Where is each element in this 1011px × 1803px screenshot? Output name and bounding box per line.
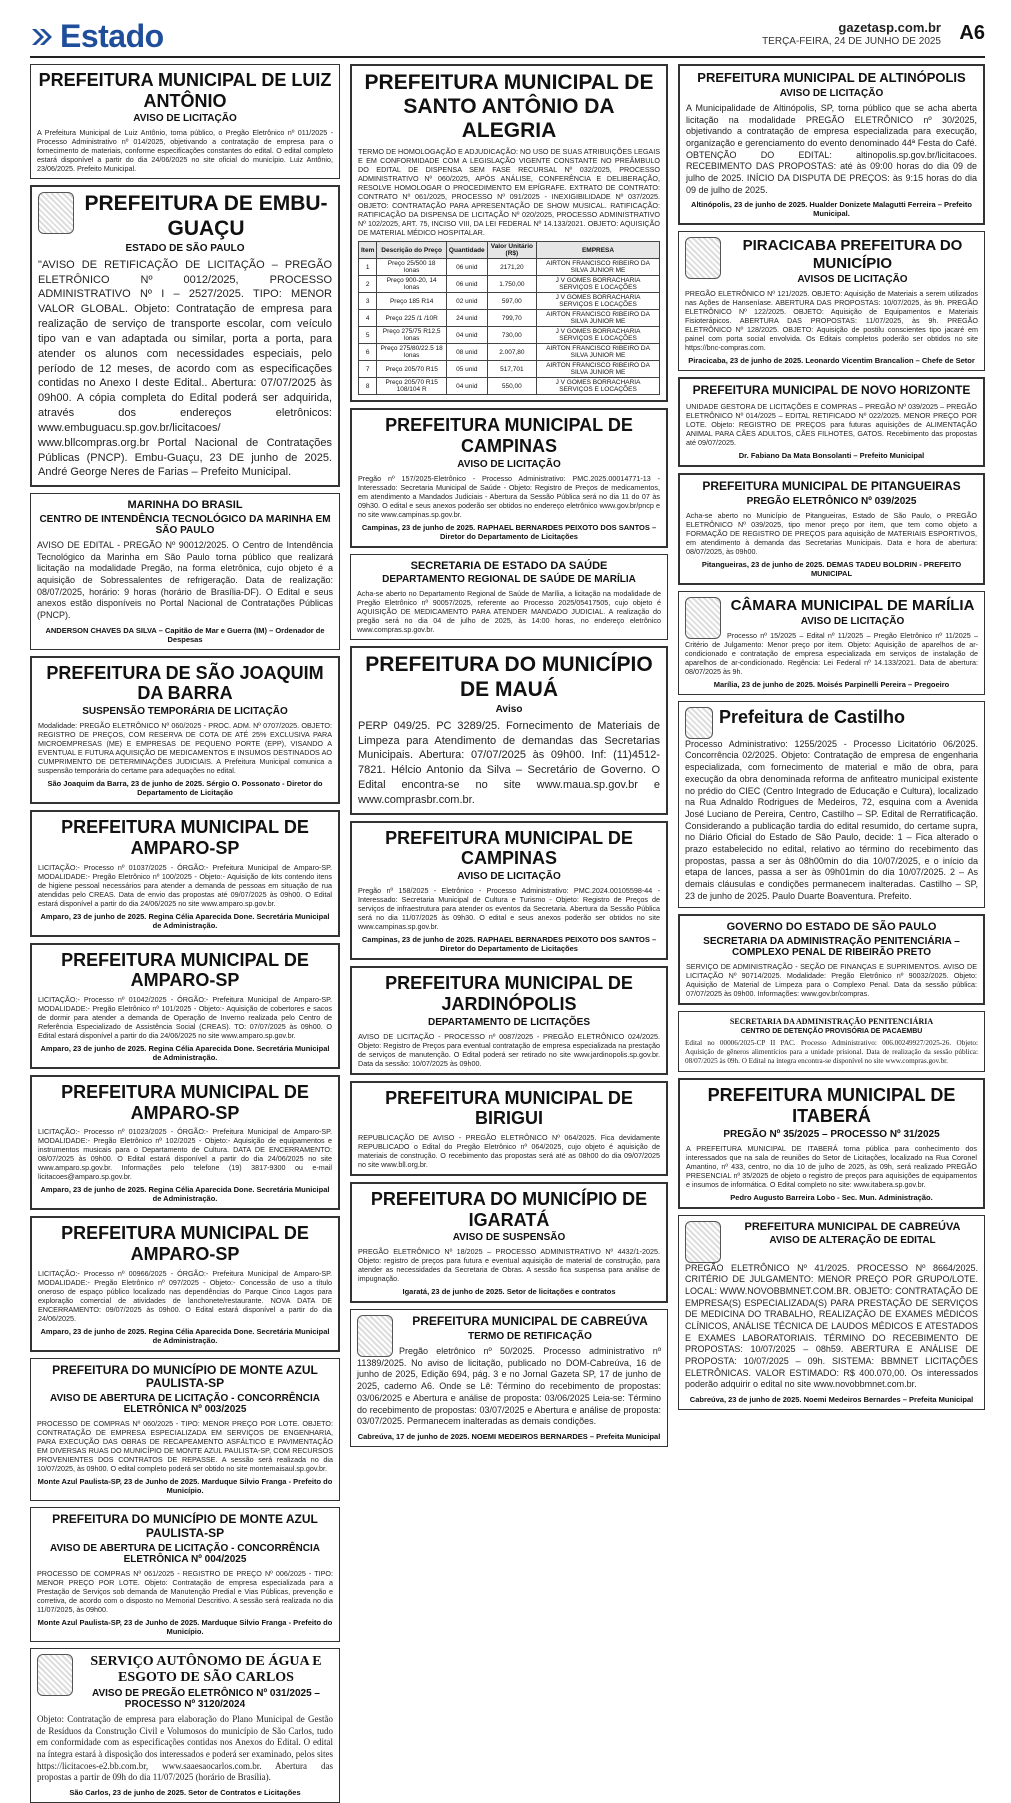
notice-signature: Amparo, 23 de junho de 2025. Regina Célia Aparecida Done. Secretária Municipal de Administração. <box>40 1043 330 1062</box>
table-cell: 2.007,80 <box>487 344 536 361</box>
notice-subtitle: AVISO DE ALTERAÇÃO DE EDITAL <box>769 1235 936 1247</box>
site-info <box>762 20 941 47</box>
notice-body: TERMO DE HOMOLOGAÇÃO E ADJUDICAÇÃO: NO USO DE SUAS ATRIBUIÇÕES LEGAIS E EM CONFORMIDADE COM A LEGISLAÇÃO VIGENTE CONSTANTE NO PREÂMBULO DO EDITAL DE DISPENSA SEM FASE RECURSAL Nº 032/2025, PROCESSO ADMINISTRATIVO Nº 060/2025, APÓS ANÁLISE, CONFERÊNCIA E DELIBERAÇÃO, RESOLVE HOMOLOGAR O PROCEDIMENTO EM EPÍGRAFE. EXTRATO DE CONTRATO: CONTRATO Nº 061/2025, PROCESSO Nº 091/2025 - INEXIGIBILIDADE Nº 037/2025. OBJETO: CONTRATAÇÃO PARA APRESENTAÇÃO DE SHOW MUSICAL. RATIFICAÇÃO: RATIFICAÇÃO DA DISPENSA DE LICITAÇÃO Nº 020/2025, PROCESSO ADMINISTRATIVO Nº 102/2025, ART. 75, INCISO VIII, DA LEI FEDERAL Nº 14.133/2021. OBJETO: AQUISIÇÃO DE MATERIAL MÉDICO HOSPITALAR. <box>358 147 660 238</box>
table-cell: 06 unid <box>446 259 487 276</box>
notice-body: SERVIÇO DE ADMINISTRAÇÃO - SEÇÃO DE FINANÇAS E SUPRIMENTOS. AVISO DE LICITAÇÃO Nº 90714/2025. Modalidade: Pregão Eletrônico nº 90032/2025. Objeto: Aquisição de Material de Limpeza para o Complexo Penal. Data da sessão pública: 07/07/2025 às 09h00. Informações: www.gov.br/compras. <box>686 962 977 999</box>
column-3 <box>678 64 985 1776</box>
coat-of-arms-icon <box>685 1221 721 1263</box>
notice-title: PREFEITURA MUNICIPAL DE AMPARO-SP <box>61 1081 309 1123</box>
table-cell: 1 <box>359 259 377 276</box>
notice-body: PROCESSO DE COMPRAS Nº 060/2025 - TIPO: MENOR PREÇO POR LOTE. OBJETO: CONTRATAÇÃO DE EMPRESA ESPECIALIZADA EM SERVIÇOS DE ENGENHARIA, PARA EXECUÇÃO DAS OBRAS DE RECAPEAMENTO ASFÁLTICO E PAVIMENTAÇÃO EM DIVERSAS RUAS DO MUNICÍPIO DE MONTE AZUL PAULISTA-SP, COM RECURSOS PROVENIENTES DOS CONTRATOS DE REPASSE. A sessão será realizada no dia 10/07/2025, às 09h00. O edital completo poderá ser obtido no site montemaisaul.sp.gov.br. <box>37 1419 333 1474</box>
table-row <box>359 310 660 327</box>
table-cell: 06 unid <box>446 276 487 293</box>
notice-jardinopolis <box>350 966 668 1074</box>
notice-amparo-3 <box>30 1075 340 1210</box>
notice-itabera <box>678 1078 985 1208</box>
table-cell: 2 <box>359 276 377 293</box>
notice-title: PREFEITURA MUNICIPAL DE CAMPINAS <box>385 827 633 869</box>
notice-body: Processo nº 15/2025 – Edital nº 11/2025 – Pregão Eletrônico nº 11/2025 – Critério de Julgamento: Menor preço por item. Objeto: Aquisição de aparelhos de ar-condicionado e contratação de empresa especializada em serviços de instalação de aparelhos de ar-condicionado. Regência: Lei Federal nº 14.133/2021. Data de abertura: 08/07/2025 às 9h. <box>685 630 978 676</box>
notice-title: PREFEITURA MUNICIPAL DE AMPARO-SP <box>61 817 309 858</box>
notice-body: A PREFEITURA MUNICIPAL DE ITABERÁ torna pública para conhecimento dos interessados que na sala de reuniões do Setor de Licitações, localizado na Rua Coronel Amantino, nº 433, centro, no dia 10 de julho de 2025, às 09h, será realizado PREGÃO PRESENCIAL nº 35/2025 de objeto o registro de preços para aquisições de equipamentos e insumos de informática. O Edital completo no site: www.itabera.sp.gov.br. <box>686 1143 977 1189</box>
notice-signature: Monte Azul Paulista-SP, 23 de Junho de 2025. Marduque Silvio Franga - Prefeito do Município. <box>37 1477 333 1496</box>
notice-body: PREGÃO ELETRÔNICO Nº 18/2025 – PROCESSO ADMINISTRATIVO Nº 4432/1-2025. Objeto: registro de preços para futura e eventual aquisição de material de construção, para atender as necessidades da Secretaria de Obras. A sessão fica suspensa para análise de impugnação. <box>358 1247 660 1284</box>
notice-piracicaba <box>678 231 985 371</box>
notice-signature: Piracicaba, 23 de junho de 2025. Leonardo Vicentim Brancalion – Chefe de Setor <box>688 355 975 365</box>
notice-signature: Campinas, 23 de junho de 2025. RAPHAEL BERNARDES PEIXOTO DOS SANTOS – Diretor do Departamento de Licitações <box>361 522 657 541</box>
notice-body: AVISO DE LICITAÇÃO - PROCESSO nº 0087/2025 - PREGÃO ELETRÔNICO 024/2025. Objeto: Registro de Preços para eventual contratação de empresa especializada na prestação de serviços de manutenção. O Edital poderá ser retirado no site www.jardinopolis.sp.gov.br. Data da sessão: 10/07/2025 às 09h00. <box>358 1031 660 1068</box>
notice-subtitle: Aviso <box>495 703 523 715</box>
notice-title: CÂMARA MUNICIPAL DE MARÍLIA <box>730 596 975 614</box>
table-cell: Preço 25/500 18 lonas <box>377 259 447 276</box>
notice-amparo-1 <box>30 810 340 936</box>
notice-cabreuva-1 <box>350 1309 668 1447</box>
notice-title: PREFEITURA MUNICIPAL DE LUIZ ANTÔNIO <box>38 70 332 111</box>
notice-embu-guacu <box>30 185 340 487</box>
notice-camara-marilia <box>678 591 985 695</box>
table-cell: Preço 900-20, 14 lonas <box>377 276 447 293</box>
notice-saude-marilia <box>350 554 668 641</box>
notice-subtitle: TERMO DE RETIFICAÇÃO <box>468 1331 592 1343</box>
table-cell: J V GOMES BORRACHARIA SERVIÇOS E LOCAÇÕES <box>537 276 660 293</box>
notice-pitangueiras <box>678 473 985 585</box>
coat-of-arms-icon <box>357 1315 393 1357</box>
notice-signature: Cabreúva, 23 de junho de 2025. Noemi Medeiros Bernardes – Prefeita Municipal <box>689 1395 974 1405</box>
notice-title: PIRACICABA PREFEITURA DO MUNICÍPIO <box>742 237 963 272</box>
notice-title: PREFEITURA DO MUNICÍPIO DE MONTE AZUL PAULISTA-SP <box>52 1512 318 1541</box>
notice-title: PREFEITURA DO MUNICÍPIO DE MAUÁ <box>365 653 653 701</box>
notice-sap-pacaembu <box>678 1011 985 1072</box>
table-row <box>359 361 660 378</box>
notice-signature: Campinas, 23 de junho de 2025. RAPHAEL BERNARDES PEIXOTO DOS SANTOS – Diretor do Departamento de Licitações <box>361 935 657 954</box>
table-cell: Preço 225 /1 /10R <box>377 310 447 327</box>
table-row <box>359 293 660 310</box>
notice-body: UNIDADE GESTORA DE LICITAÇÕES E COMPRAS – PREGÃO Nº 039/2025 – PREGÃO ELETRÔNICO Nº 014/2025 – EDITAL RETIFICADO Nº 022/2025. MENOR PREÇO POR LOTE. Objeto: REGISTRO DE PREÇOS para futuras aquisições de ALIMENTAÇÃO ANIMAL PARA CÃES ADULTOS, CÃES FILHOTES, GATOS. Recebimento das propostas até 09/07/2025. <box>686 401 977 447</box>
notice-subtitle: AVISO DE ABERTURA DE LICITAÇÃO - CONCORRÊNCIA ELETRÔNICA Nº 003/2025 <box>50 1393 320 1416</box>
table-cell: 05 unid <box>446 361 487 378</box>
table-row <box>359 327 660 344</box>
notice-subtitle: CENTRO DE INTENDÊNCIA TECNOLÓGICO DA MARINHA EM SÃO PAULO <box>39 513 331 536</box>
notice-body: LICITAÇÃO:- Processo nº 00966/2025 - ÓRGÃO:- Prefeitura Municipal de Amparo-SP. MODALIDADE:- Pregão Eletrônico nº 097/2025 - Objeto:- Concessão de uso a título oneroso de espaço público localizado nas dependências do Parque Cinco Lagos para exploração comercial de atividades de lanchonete/restaurante. NOVA DATA DE ENCERRAMENTO: 09/07/2025 às 09h00. O Edital estará disponível a partir do dia 24/06/2025. <box>38 1268 332 1323</box>
notice-santo-antonio <box>350 64 668 402</box>
table-cell: 1.750,00 <box>487 276 536 293</box>
table-row <box>359 259 660 276</box>
table-header-cell: EMPRESA <box>537 242 660 259</box>
table-cell: 799,70 <box>487 310 536 327</box>
notice-title: PREFEITURA MUNICIPAL DE PITANGUEIRAS <box>702 478 961 493</box>
notice-signature: São Joaquim da Barra, 23 de junho de 2025. Sérgio O. Possonato - Diretor do Departamento de Licitação <box>47 779 323 798</box>
notice-title: PREFEITURA MUNICIPAL DE ALTINÓPOLIS <box>697 70 966 85</box>
table-cell: 7 <box>359 361 377 378</box>
notice-subtitle: SUSPENSÃO TEMPORÁRIA DE LICITAÇÃO <box>82 706 288 718</box>
table-cell: 04 unid <box>446 327 487 344</box>
notice-signature: Marília, 23 de junho de 2025. Moisés Parpinelli Pereira – Pregoeiro <box>713 679 950 689</box>
notice-signature: Altinópolis, 23 de junho de 2025. Hualder Donizete Malagutti Ferreira – Prefeito Municipal. <box>691 200 972 219</box>
coat-of-arms-icon <box>38 192 74 234</box>
table-cell: 730,00 <box>487 327 536 344</box>
notice-title: PREFEITURA MUNICIPAL DE SANTO ANTÔNIO DA ALEGRIA <box>364 71 654 143</box>
table-cell: 550,00 <box>487 378 536 395</box>
notice-governo-sp <box>678 914 985 1005</box>
notice-subtitle: PREGÃO ELETRÔNICO Nº 039/2025 <box>746 495 917 507</box>
notice-subtitle: AVISO DE LICITAÇÃO <box>457 871 561 883</box>
notice-monte-azul-2 <box>30 1507 340 1642</box>
notice-signature: Amparo, 23 de junho de 2025. Regina Célia Aparecida Done. Secretária Municipal de Administração. <box>40 911 330 930</box>
notice-signature: Monte Azul Paulista-SP, 23 de Junho de 2025. Marduque Silvio Franga - Prefeito do Município. <box>37 1617 333 1636</box>
notice-body: AVISO DE EDITAL - PREGÃO Nº 90012/2025. O Centro de Intendência Tecnológico da Marinha em São Paulo torna público que realizará licitação na modalidade Pregão, na forma eletrônica, cujo objeto é a aquisição de Sobressalentes de refrigeração. Data de realização: 08/07/2025, horário: 9 horas (horário de Brasília-DF). O Edital e seus anexos estão disponíveis no Portal Nacional de Contratações Públicas (PNCP). <box>37 539 333 621</box>
notice-title: PREFEITURA MUNICIPAL DE JARDINÓPOLIS <box>385 973 633 1014</box>
table-cell: 4 <box>359 310 377 327</box>
notice-cabreuva-2 <box>678 1215 985 1411</box>
coat-of-arms-icon <box>685 707 713 739</box>
notice-marinha <box>30 493 340 649</box>
notice-title: PREFEITURA DE SÃO JOAQUIM DA BARRA <box>46 662 324 704</box>
notice-body: "AVISO DE RETIFICAÇÃO DE LICITAÇÃO – PREGÃO ELETRÔNICO Nº 0012/2025, PROCESSO ADMINISTRATIVO Nº I – 2527/2025. TIPO: MENOR VALOR GLOBAL. Objeto: Contratação de empresa para realização de serviço de transporte escolar, com veículo tipo van e van adaptada ou similar, porta a porta, para atender os alunos com necessidades especiais, pelo período de 12 meses, de acordo com as especificações contidas no Anexo I deste Edital.. Abertura: 07/07/2025 às 09h00. A cópia completa do Edital poderá ser adquirida, através dos endereços eletrônicos: www.embuguacu.sp.gov.br/licitacoes/ www.bllcompras.org.br Portal Nacional de Contratações Públicas (PNCP). Embu-Guaçu, 23 DE junho de 2025. André George Neres de Farias – Prefeito Municipal. <box>38 258 332 479</box>
issue-date: TERÇA-FEIRA, 24 DE JUNHO DE 2025 <box>762 36 941 47</box>
notice-body: Acha-se aberto no Departamento Regional de Saúde de Marília, a licitação na modalidade de Pregão Eletrônico nº 90057/2025, referente ao Processo 2025/05417505, cujo objeto é AQUISIÇÃO DE MEDICAMENTO PARA ATENDER MANDADO JUDICIAL. A realização do pregão será no dia 04 de julho de 2025, às 14:00 horas, no endereço eletrônico www.compras.sp.gov.br. <box>357 589 661 635</box>
notice-signature: São Carlos, 23 de junho de 2025. Setor de Contratos e Licitações <box>69 1788 301 1798</box>
notice-subtitle: AVISO DE LICITAÇÃO <box>457 458 561 470</box>
notice-title: PREFEITURA MUNICIPAL DE AMPARO-SP <box>61 949 309 991</box>
notice-title: PREFEITURA MUNICIPAL DE BIRIGUI <box>385 1087 633 1129</box>
notice-subtitle: DEPARTAMENTO REGIONAL DE SAÚDE DE MARÍLIA <box>382 574 636 586</box>
saae-logo-icon <box>37 1654 73 1696</box>
notice-signature: Cabreúva, 17 de junho de 2025. NOEMI MEDEIROS BERNARDES – Prefeita Municipal <box>357 1431 661 1441</box>
notice-body: Pregão nº 157/2025-Eletrônico - Processo Administrativo: PMC.2025.00014771-13 - Interessado: Secretaria Municipal de Saúde - Objeto: Registro de Preços de medicamentos, em atendimento a Mandados Judiciais - Abertura da Sessão Pública será no dia 11 do 07 às 09h30. O edital e seus anexos poderão ser obtidos no endereço eletrônico www.gov.br/pncp e no site www.campinas.sp.gov.br. <box>358 473 660 519</box>
notice-monte-azul-1 <box>30 1358 340 1502</box>
notice-subtitle: AVISO DE SUSPENSÃO <box>452 1232 566 1244</box>
notice-title: PREFEITURA MUNICIPAL DE CAMPINAS <box>385 415 633 457</box>
notice-body: Pregão nº 158/2025 - Eletrônico - Processo Administrativo: PMC.2024.00105598-44 - Interessado: Secretaria Municipal de Cultura e Turismo - Objeto: Registro de Preços de serviços de infraestrutura para atender os eventos da Secretaria. Abertura da Sessão Pública será no dia 11/07/2025 às 09h30. O edital e seus anexos poderão ser obtidos no site www.campinas.sp.gov.br. <box>358 886 660 932</box>
table-cell: 517,701 <box>487 361 536 378</box>
table-cell: 08 unid <box>446 344 487 361</box>
table-cell: Preço 275/75 R12,5 lonas <box>377 327 447 344</box>
notice-luiz-antonio <box>30 64 340 179</box>
notice-maua <box>350 646 668 814</box>
table-cell: 3 <box>359 293 377 310</box>
notice-novo-horizonte <box>678 377 985 467</box>
notice-body: Processo Administrativo: 1255/2025 - Processo Licitatório 06/2025. Concorrência 02/2025. Objeto: Contratação de empresa de engenharia especializada, com fornecimento de material e mão de obra, para execução da obra denominada reforma de anfiteatro municipal existente no prédio do CIEC (Centro Integrado de Educação e Cultura), localizado na Rua Adnaldo Rodrigues de Medeiros, 72, esquina com a Avenida José Luciano de Pereira, Centro, Castilho – SP. Edital de Rerratificação. Considerando a publicação tardia do edital resumido, do certame supra, no Diário Oficial do Estado de São Paulo, decide: 1 – Fica alterado o prazo estabelecido no edital, relativo ao término do recebimento das propostas, passa a ser às 08h00min do dia 10/07/2025, e o início da etapa de lances, passa a ser às 09h01min do dia 10/07/2025. 2 – As demais cláusulas e condições permanecem inalteradas. Castilho – SP, 23 de junho de 2025. Paulo Duarte Boaventura. Prefeito. <box>685 738 978 901</box>
notice-subtitle: AVISO DE ABERTURA DE LICITAÇÃO - CONCORRÊNCIA ELETRÔNICA Nº 004/2025 <box>50 1542 320 1565</box>
table-header-row <box>359 242 660 259</box>
notice-body: PERP 049/25. PC 3289/25. Fornecimento de Materiais de Limpeza para Atendimento de demandas das Secretarias Municipais. Abertura: 07/07/2025 às 09h00. Inf: (11)4512-7821. Hélcio Antonio da Silva – Secretário de Governo. O Edital encontra-se no site www.maua.sp.gov.br e www.comprasbr.com.br. <box>358 719 660 806</box>
notice-subtitle: SECRETARIA DA ADMINISTRAÇÃO PENITENCIÁRIA – COMPLEXO PENAL DE RIBEIRÃO PRETO <box>703 936 960 959</box>
table-cell: 597,00 <box>487 293 536 310</box>
table-header-cell: Item <box>359 242 377 259</box>
notice-signature: Amparo, 23 de junho de 2025. Regina Célia Aparecida Done. Secretária Municipal de Administração. <box>40 1185 330 1204</box>
section-title: Estado <box>60 18 164 54</box>
table-cell: AIRTON FRANCISCO RIBEIRO DA SILVA JUNIOR ME <box>537 344 660 361</box>
table-cell: 6 <box>359 344 377 361</box>
notice-title: MARINHA DO BRASIL <box>127 499 243 512</box>
notice-title: PREFEITURA DE EMBU-GUAÇU <box>84 192 328 240</box>
notice-body: PREGÃO ELETRÔNICO Nº 41/2025. PROCESSO Nº 8664/2025. CRITÉRIO DE JULGAMENTO: MENOR PREÇO POR GRUPO/LOTE. LOCAL: WWW.NOVOBBMNET.COM.BR. OBJETO: CONTRATAÇÃO DE EMPRESA(S) ESPECIALIZADA(S) PARA PRESTAÇÃO DE SERVIÇOS DE MEDICINA DO TRABALHO, REALIZAÇÃO DE EXAMES MÉDICOS CLÍNICOS, ANÁLISE TÉCNICA DE LAUDOS MÉDICOS E ATESTADOS E EXAMES LABORATORIAIS. TÉRMINO DO RECEBIMENTO DE PROPOSTAS: 10/07/2025 – 08h59. ABERTURA E ANÁLISE DE PROPOSTA: 10/07/2025 – 09h. SISTEMA: BBMNET LICITAÇÕES ELETRÔNICAS. VALOR ESTIMADO: R$ 400.070,00. Os interessados poderão adquirir o edital no site www.novobbmnet.com.br. <box>685 1262 978 1390</box>
notice-subtitle: AVISO DE PREGÃO ELETRÔNICO Nº 031/2025 – PROCESSO Nº 3120/2024 <box>92 1688 320 1711</box>
notice-body: A Municipalidade de Altinópolis, SP, torna público que se acha aberta licitação na modalidade PREGÃO ELETRÔNICO nº 30/2025, objetivando a contratação de empresa especializada para execução, organização e gerenciamento do evento denominado 44ª Festa do Café. OBTENÇÃO DO EDITAL: altinopolis.sp.gov.br/licitacoes. RECEBIMENTO DAS PROPOSTAS: até às 09:00 horas do dia 09 de julho de 2025. INÍCIO DA DISPUTA DE PREÇOS: às 9:15 horas do dia 09 de julho de 2025. <box>686 102 977 195</box>
notice-subtitle: DEPARTAMENTO DE LICITAÇÕES <box>427 1016 591 1028</box>
notice-body: Pregão eletrônico nº 50/2025. Processo administrativo nº 11389/2025. No aviso de licitação, publicado no DOM-Cabreúva, 16 de junho de 2025, Edição 694, pág. 3 e no Jornal Gazeta SP, 17 de junho de 2025, caderno A6. Onde se Lê: Término do recebimento de propostas: 03/06/2025 e Abertura e análise de proposta: 03/06/2025 Leia-se: Término do recebimento de propostas: 03/07/2025 e Abertura e análise de proposta: 03/07/2025. Permanecem inalteradas as demais condições. <box>357 1346 661 1427</box>
items-table <box>358 241 660 395</box>
notice-body: Modalidade: PREGÃO ELETRÔNICO Nº 060/2025 - PROC. ADM. Nº 0707/2025. OBJETO: REGISTRO DE PREÇOS, COM RESERVA DE COTA DE ATÉ 25% EXCLUSIVA PARA MICROEMPRESAS (ME) E EMPRESAS DE PEQUENO PORTE (EPP), VISANDO A EVENTUAL E FUTURA AQUISIÇÃO DE MEDICAMENTOS E INSUMOS DESTINADOS AO CUMPRIMENTO DE DETERMINAÇÕES JUDICIAIS. A Prefeitura Municipal comunica a suspensão temporária do certame para adequações no edital. <box>38 721 332 776</box>
notice-signature: ANDERSON CHAVES DA SILVA – Capitão de Mar e Guerra (IM) – Ordenador de Despesas <box>45 625 325 644</box>
notice-amparo-2 <box>30 943 340 1069</box>
notice-campinas-2 <box>350 821 668 960</box>
notice-body: REPUBLICAÇÃO DE AVISO - PREGÃO ELETRÔNICO Nº 064/2025. Fica devidamente REPUBLICADO o Edital do Pregão Eletrônico nº 064/2025, cujo objeto é aquisição de materiais de construção. O recebimento das propostas será até as 08h00 do dia 09/07/2025 no site www.bll.org.br. <box>358 1132 660 1169</box>
notice-title: GOVERNO DO ESTADO DE SÃO PAULO <box>726 921 937 934</box>
table-header-cell: Descrição do Preço <box>377 242 447 259</box>
notice-signature: Pedro Augusto Barreira Lobo - Sec. Mun. Administração. <box>730 1192 933 1202</box>
notice-body: Edital no 00006/2025-CP II PAC. Processo Administrativo: 006.00249927/2025-26. Objeto: Aquisição de gêneros alimentícios para a unidade prisional. Data de realização da sessão pública: 08/07/2025 às 09h. O Edital na íntegra encontra-se disponível no site www.compras.gov.br. <box>685 1039 978 1066</box>
notice-title: PREFEITURA DO MUNICÍPIO DE IGARATÁ <box>370 1188 648 1230</box>
notice-body: LICITAÇÃO:- Processo nº 01037/2025 - ÓRGÃO:- Prefeitura Municipal de Amparo-SP. MODALIDADE:- Pregão Eletrônico nº 100/2025 - Objeto:- Aquisição de kits contendo itens de higiene pessoal necessários para atender a demanda de pessoas em situação de rua atendidas pelo CREAS. Data de envio das propostas até 09/07/2025 às 09h00. O Edital estará disponível a partir do dia 24/06/2025 no site www.amparo.sp.gov.br. <box>38 862 332 908</box>
notice-subtitle: ESTADO DE SÃO PAULO <box>125 242 245 254</box>
notice-title: SECRETARIA DE ESTADO DA SAÚDE <box>410 559 608 572</box>
site-url[interactable]: gazetasp.com.br <box>838 20 941 35</box>
notice-subtitle: AVISO DE LICITAÇÃO <box>133 113 237 125</box>
notice-birigui <box>350 1081 668 1176</box>
page-number: A6 <box>959 22 985 44</box>
notice-saae-sao-carlos <box>30 1648 340 1803</box>
notice-title: SECRETARIA DA ADMINISTRAÇÃO PENITENCIÁRIA <box>729 1017 934 1027</box>
notice-subtitle: AVISO DE LICITAÇÃO <box>779 87 884 99</box>
table-cell: 02 unid <box>446 293 487 310</box>
notice-signature: Igaratá, 23 de junho de 2025. Setor de licitações e contratos <box>402 1287 616 1297</box>
notice-body: Objeto: Contratação de empresa para elaboração do Plano Municipal de Gestão de Resíduos da Construção Civil e Volumosos do município de São Carlos, tudo em conformidade com as especificações contidas nos Anexos do Edital. O edital na íntegra estará à disposição dos interessados e poderá ser examinado, pelos sites https://licitacoes-e2.bb.com.br, www.saaesaocarlos.com.br. Abertura das propostas a partir de 09h do dia 11/07/2025 (horário de Brasília). <box>37 1714 333 1783</box>
notice-campinas-1 <box>350 408 668 547</box>
notice-subtitle: PREGÃO Nº 35/2025 – PROCESSO Nº 31/2025 <box>723 1128 940 1140</box>
notice-title: PREFEITURA DO MUNICÍPIO DE MONTE AZUL PAULISTA-SP <box>52 1362 318 1391</box>
notice-amparo-4 <box>30 1216 340 1351</box>
notice-subtitle: CENTRO DE DETENÇÃO PROVISÓRIA DE PACAEMBU <box>740 1028 923 1036</box>
notice-body: PROCESSO DE COMPRAS Nº 061/2025 - REGISTRO DE PREÇO Nº 006/2025 - TIPO: MENOR PREÇO POR LOTE. Objeto: Contratação de empresa especializada para a Prestação de Serviços sob demanda de Manutenção Predial e Vias Públicas, prevenção e corretiva, de acordo com o disposto no Memorial Descritivo. A sessão será realizada no dia 11/07/2025, às 09h00. <box>37 1568 333 1614</box>
notice-body: Acha-se aberto no Município de Pitangueiras, Estado de São Paulo, o PREGÃO ELETRÔNICO Nº 039/2025, tipo menor preço por item, que tem como objeto a FORMAÇÃO DE REGISTRO DE PREÇOS para aquisição de MATERIAIS ESPORTIVOS, em atendimento à demanda das Secretarias Municipais. Data e hora de abertura: 08/07/2025, às 09h00. <box>686 510 977 556</box>
table-cell: 5 <box>359 327 377 344</box>
table-cell: AIRTON FRANCISCO RIBEIRO DA SILVA JUNIOR ME <box>537 361 660 378</box>
table-cell: J V GOMES BORRACHARIA SERVIÇOS E LOCAÇÕES <box>537 378 660 395</box>
table-cell: 24 unid <box>446 310 487 327</box>
notice-castilho <box>678 701 985 909</box>
table-row <box>359 344 660 361</box>
notice-title: SERVIÇO AUTÔNOMO DE ÁGUA E ESGOTO DE SÃO CARLOS <box>90 1653 322 1685</box>
table-cell: AIRTON FRANCISCO RIBEIRO DA SILVA JUNIOR ME <box>537 259 660 276</box>
notice-body: LICITAÇÃO:- Processo nº 01042/2025 - ÓRGÃO:- Prefeitura Municipal de Amparo-SP. MODALIDADE:- Pregão Eletrônico nº 101/2025 - Objeto:- Aquisição de cobertores e sacos de dormir para atender a demanda de Operação de Inverno realizada pelo Centro de Referência Especializado de Assistência Social (CREAS). TO: 07/07/2025 às 09h00. O Edital estará disponível a partir do dia 24/06/2025 no site www.amparo.sp.gov.br. <box>38 994 332 1040</box>
notice-title: PREFEITURA MUNICIPAL DE CABREÚVA <box>744 1220 961 1233</box>
notice-title: PREFEITURA MUNICIPAL DE CABREÚVA <box>412 1314 648 1329</box>
table-row <box>359 378 660 395</box>
notice-subtitle: AVISOS DE LICITAÇÃO <box>797 273 908 285</box>
table-cell: 2171,20 <box>487 259 536 276</box>
table-cell: AIRTON FRANCISCO RIBEIRO DA SILVA JUNIOR ME <box>537 310 660 327</box>
notice-signature: Pitangueiras, 23 de junho de 2025. DEMAS TADEU BOLDRIN - PREFEITO MUNICIPAL <box>701 559 962 578</box>
notice-title: PREFEITURA MUNICIPAL DE NOVO HORIZONTE <box>692 382 971 397</box>
masthead <box>0 0 1011 58</box>
table-cell: J V GOMES BORRACHARIA SERVIÇOS E LOCAÇÕES <box>537 293 660 310</box>
table-cell: Preço 205/70 R15 <box>377 361 447 378</box>
notice-body: PREGÃO ELETRÔNICO Nº 121/2025. OBJETO: Aquisição de Materiais a serem utilizados nas Ações de Hanseníase. ABERTURA DAS PROPOSTAS: 10/07/2025, às 9h. PREGÃO ELETRÔNICO Nº 122/2025. OBJETO: Aquisição de Equipamentos e Materiais Fisioterápicos. ABERTURA DAS PROPOSTAS: 11/07/2025, às 9h. PREGÃO ELETRÔNICO Nº 128/2025. OBJETO: Aquisição de postilu conscientes tipo jacaré em painel com porta social envolvida. Os Editais completos poderão ser obtidos no site https://bnc-compras.com. <box>685 288 978 352</box>
table-cell: 8 <box>359 378 377 395</box>
table-cell: Preço 185 R14 <box>377 293 447 310</box>
notice-subtitle: AVISO DE LICITAÇÃO <box>800 615 905 627</box>
coat-of-arms-icon <box>685 597 721 639</box>
table-header-cell: Valor Unitário (R$) <box>487 242 536 259</box>
column-1 <box>30 64 340 1798</box>
section-logo <box>30 18 164 55</box>
notice-body: A Prefeitura Municipal de Luiz Antônio, torna público, o Pregão Eletrônico nº 011/2025 - Processo Administrativo nº 014/2025, objetivando a contratação de empresa para o fornecimento de materiais, conforme especificações constantes do edital. O edital completo estará disponível a partir do dia 24/06/2025 no site oficial do município. Luiz Antônio, 23/06/2025. Prefeito Municipal. <box>37 128 333 174</box>
table-cell: Preço 205/70 R15 108/104 R <box>377 378 447 395</box>
notice-altinopolis <box>678 64 985 225</box>
notice-body: LICITAÇÃO:- Processo nº 01023/2025 - ÓRGÃO:- Prefeitura Municipal de Amparo-SP. MODALIDADE:- Pregão Eletrônico nº 102/2025 - Objeto:- Aquisição de equipamentos e instrumentos musicais para o Departamento de Cultura. DATA DE ENCERRAMENTO: 08/07/2025 às 09h00. O Edital estará disponível a partir do dia 24/06/2025 no site www.amparo.sp.gov.br. Informações pelo telefone (19) 3817-9300 ou e-mail licitacoes@amparo.sp.gov.br. <box>38 1127 332 1182</box>
table-row <box>359 276 660 293</box>
table-cell: Preço 275/80/22.5 18 lonas <box>377 344 447 361</box>
table-cell: 04 unid <box>446 378 487 395</box>
notice-title: PREFEITURA MUNICIPAL DE AMPARO-SP <box>61 1223 309 1264</box>
notice-signature: Dr. Fabiano Da Mata Bonsolanti – Prefeito Municipal <box>738 450 925 460</box>
notice-sao-joaquim <box>30 656 340 804</box>
coat-of-arms-icon <box>685 237 721 279</box>
notice-signature: Amparo, 23 de junho de 2025. Regina Célia Aparecida Done. Secretária Municipal de Administração. <box>40 1326 330 1345</box>
notice-title: PREFEITURA MUNICIPAL DE ITABERÁ <box>707 1085 956 1126</box>
table-header-cell: Quantidade <box>446 242 487 259</box>
header-rule <box>30 56 985 58</box>
chevron-logo-icon <box>30 25 54 49</box>
notice-igarata <box>350 1182 668 1303</box>
table-cell: J V GOMES BORRACHARIA SERVIÇOS E LOCAÇÕES <box>537 327 660 344</box>
column-2 <box>350 64 668 1776</box>
notice-title: Prefeitura de Castilho <box>719 706 906 727</box>
